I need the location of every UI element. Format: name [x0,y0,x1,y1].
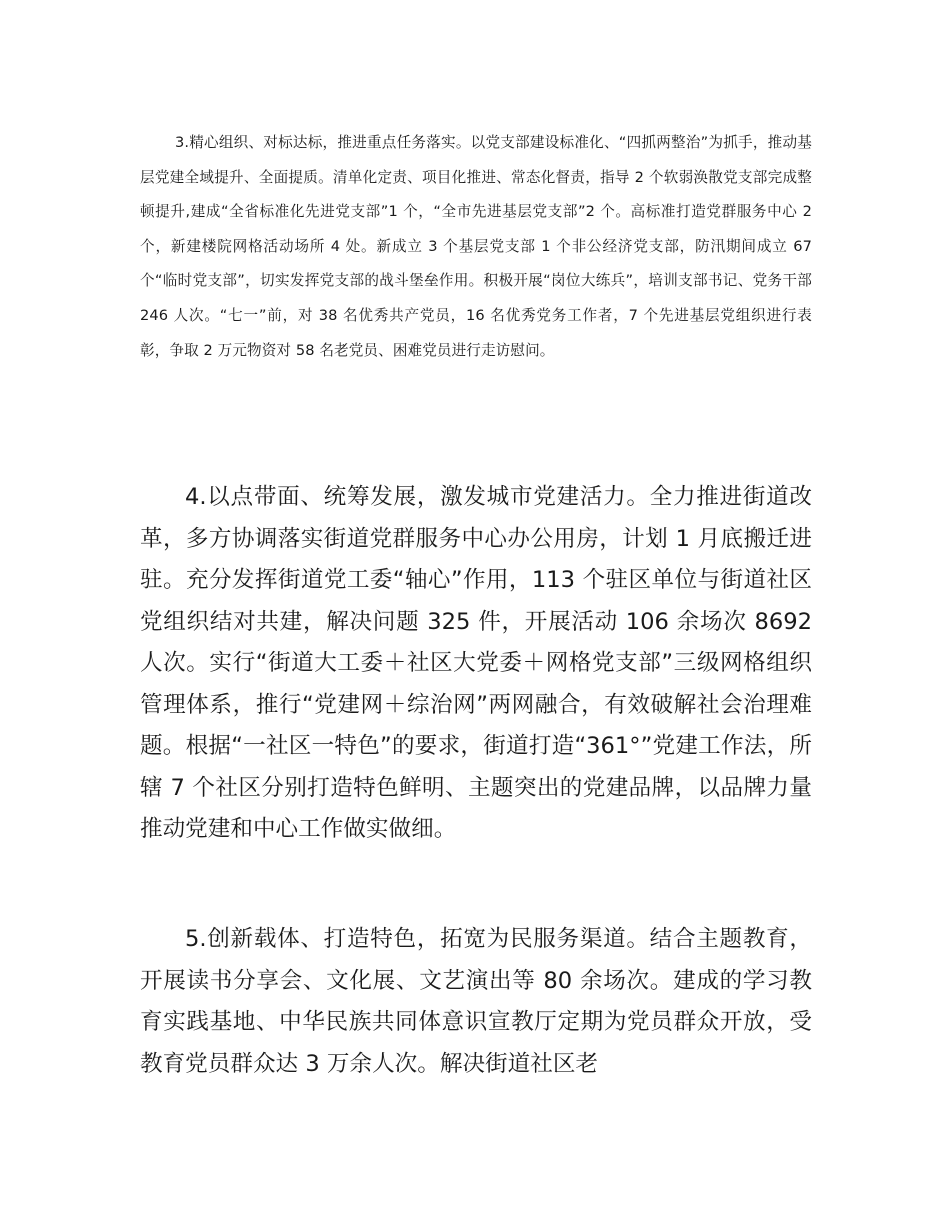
paragraph-item-4: 4.以点带面、统筹发展，激发城市党建活力。全力推进街道改革，多方协调落实街道党群服务中心办公用房，计划 1 月底搬迁进驻。充分发挥街道党工委“轴心”作用，113 个驻区单位与街道社区党组织结对共建，解决问题 325 件，开展活动 106 余场次 8692 人次。实行“街道大工委＋社区大党委＋网格党支部”三级网格组织管理体系，推行“党建网＋综治网”两网融合，有效破解社会治理难题。根据“一社区一特色”的要求，街道打造“361°”党建工作法，所辖 7 个社区分别打造特色鲜明、主题突出的党建品牌，以品牌力量推动党建和中心工作做实做细。 [140,484,812,842]
paragraph-item-3: 3.精心组织、对标达标，推进重点任务落实。以党支部建设标准化、“四抓两整治”为抓手，推动基层党建全域提升、全面提质。清单化定责、项目化推进、常态化督责，指导 2 个软弱涣散党支部完成整顿提升,建成“全省标准化先进党支部”1 个，“全市先进基层党支部”2 个。高标准打造党群服务中心 2 个，新建楼院网格活动场所 4 处。新成立 3 个基层党支部 1 个非公经济党支部，防汛期间成立 67 个“临时党支部”，切实发挥党支部的战斗堡垒作用。积极开展“岗位大练兵”，培训支部书记、党务干部 246 人次。“七一”前，对 38 名优秀共产党员，16 名优秀党务工作者，7 个先进基层党组织进行表彰，争取 2 万元物资对 58 名老党员、困难党员进行走访慰问。 [140,134,812,359]
paragraph-item-5: 5.创新载体、打造特色，拓宽为民服务渠道。结合主题教育，开展读书分享会、文化展、文艺演出等 80 余场次。建成的学习教育实践基地、中华民族共同体意识宣教厅定期为党员群众开放，受教育党员群众达 3 万余人次。解决街道社区老 [140,926,812,1077]
